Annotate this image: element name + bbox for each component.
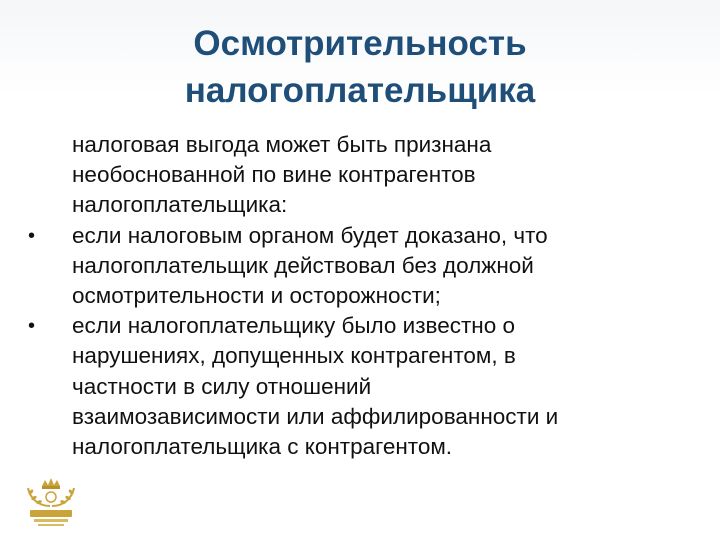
bullet-line: налогоплательщика с контрагентом. (72, 434, 453, 460)
bullet-line: • если налоговым органом будет доказано, что (72, 222, 548, 248)
title-line-1: Осмотрительность (193, 24, 527, 63)
slide-title (60, 20, 660, 114)
intro-line: налоговая выгода может быть признана (72, 132, 492, 157)
bullet-line: нарушениях, допущенных контрагентом, в (72, 343, 516, 369)
bullet-line: частности в силу отношений (72, 373, 372, 399)
title-line-2: налогоплательщика (184, 71, 536, 110)
bullet-line: • если налогоплательщику было известно о (72, 313, 516, 339)
intro-paragraph (20, 130, 690, 221)
intro-line: налогоплательщика: (72, 192, 288, 218)
bullet-line: осмотрительности и осторожности; (72, 283, 441, 309)
slide-body (20, 130, 690, 462)
laurel-crown-logo-icon (22, 476, 80, 528)
bullet-item-2 (20, 311, 690, 462)
bullet-line: взаимозависимости или аффилированности и (72, 403, 559, 429)
bullet-item-1 (20, 221, 690, 312)
intro-line: необоснованной по вине контрагентов (72, 162, 476, 188)
bullet-line: налогоплательщик действовал без должной (72, 252, 534, 278)
